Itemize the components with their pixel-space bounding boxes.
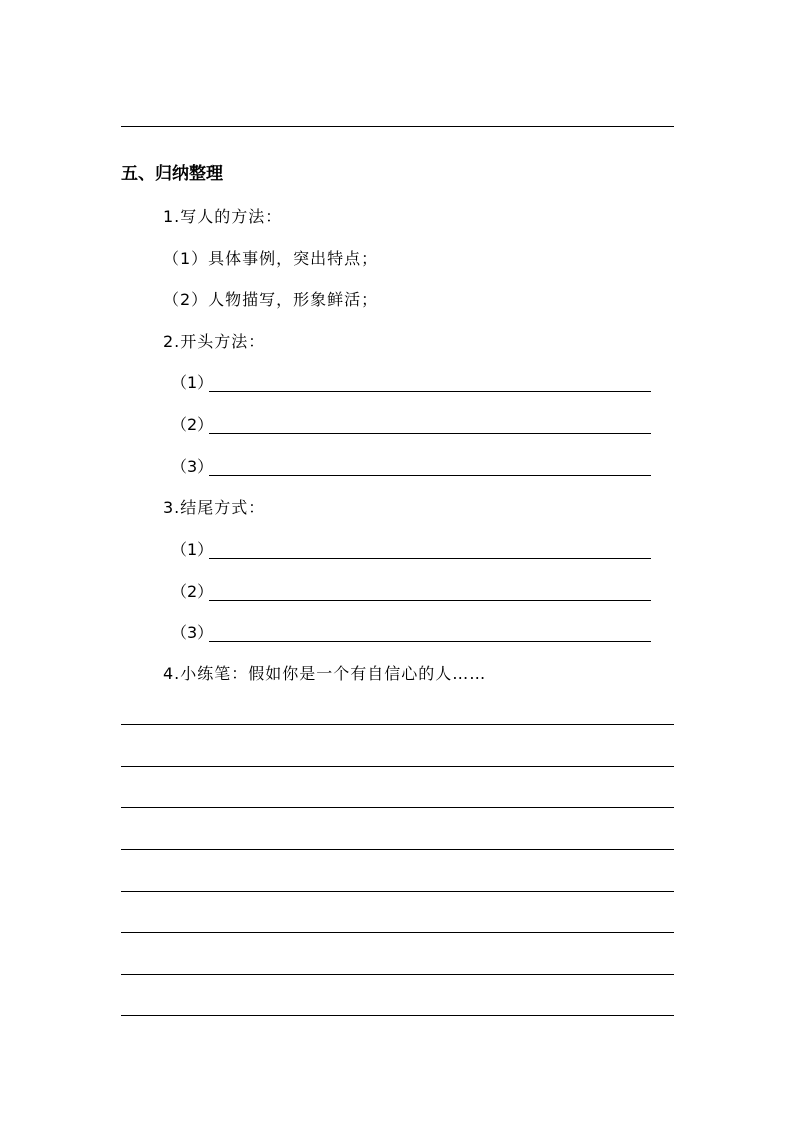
blank-number: （1） — [171, 373, 214, 392]
fill-in-line[interactable] — [209, 433, 651, 434]
item1-label: 1.写人的方法： — [163, 207, 283, 226]
blank-number: （2） — [171, 415, 214, 434]
item3-blank-row-3[interactable] — [171, 621, 651, 645]
writing-line-4[interactable] — [121, 849, 674, 850]
item3-blank-row-1[interactable] — [171, 538, 651, 562]
section-heading: 五、归纳整理 — [121, 164, 223, 184]
blank-number: （3） — [171, 623, 214, 642]
item3-label: 3.结尾方式： — [163, 498, 266, 517]
item2-blank-row-3[interactable] — [171, 455, 651, 479]
blank-number: （3） — [171, 457, 214, 476]
item2-blank-row-2[interactable] — [171, 413, 651, 437]
item2-label: 2.开头方法： — [163, 332, 266, 351]
writing-line-8[interactable] — [121, 1015, 674, 1016]
writing-line-2[interactable] — [121, 766, 674, 767]
fill-in-line[interactable] — [209, 475, 651, 476]
item3-blank-row-2[interactable] — [171, 580, 651, 604]
writing-line-1[interactable] — [121, 724, 674, 725]
top-divider — [121, 126, 674, 127]
fill-in-line[interactable] — [209, 558, 651, 559]
writing-line-3[interactable] — [121, 807, 674, 808]
fill-in-line[interactable] — [209, 600, 651, 601]
writing-line-7[interactable] — [121, 974, 674, 975]
fill-in-line[interactable] — [209, 641, 651, 642]
blank-number: （1） — [171, 540, 214, 559]
item1-point-2: （2）人物描写，形象鲜活； — [163, 290, 379, 309]
fill-in-line[interactable] — [209, 391, 651, 392]
item4-label: 4.小练笔：假如你是一个有自信心的人…… — [163, 664, 487, 683]
item2-blank-row-1[interactable] — [171, 371, 651, 395]
blank-number: （2） — [171, 582, 214, 601]
writing-line-6[interactable] — [121, 932, 674, 933]
writing-line-5[interactable] — [121, 891, 674, 892]
item1-point-1: （1）具体事例，突出特点； — [163, 249, 379, 268]
